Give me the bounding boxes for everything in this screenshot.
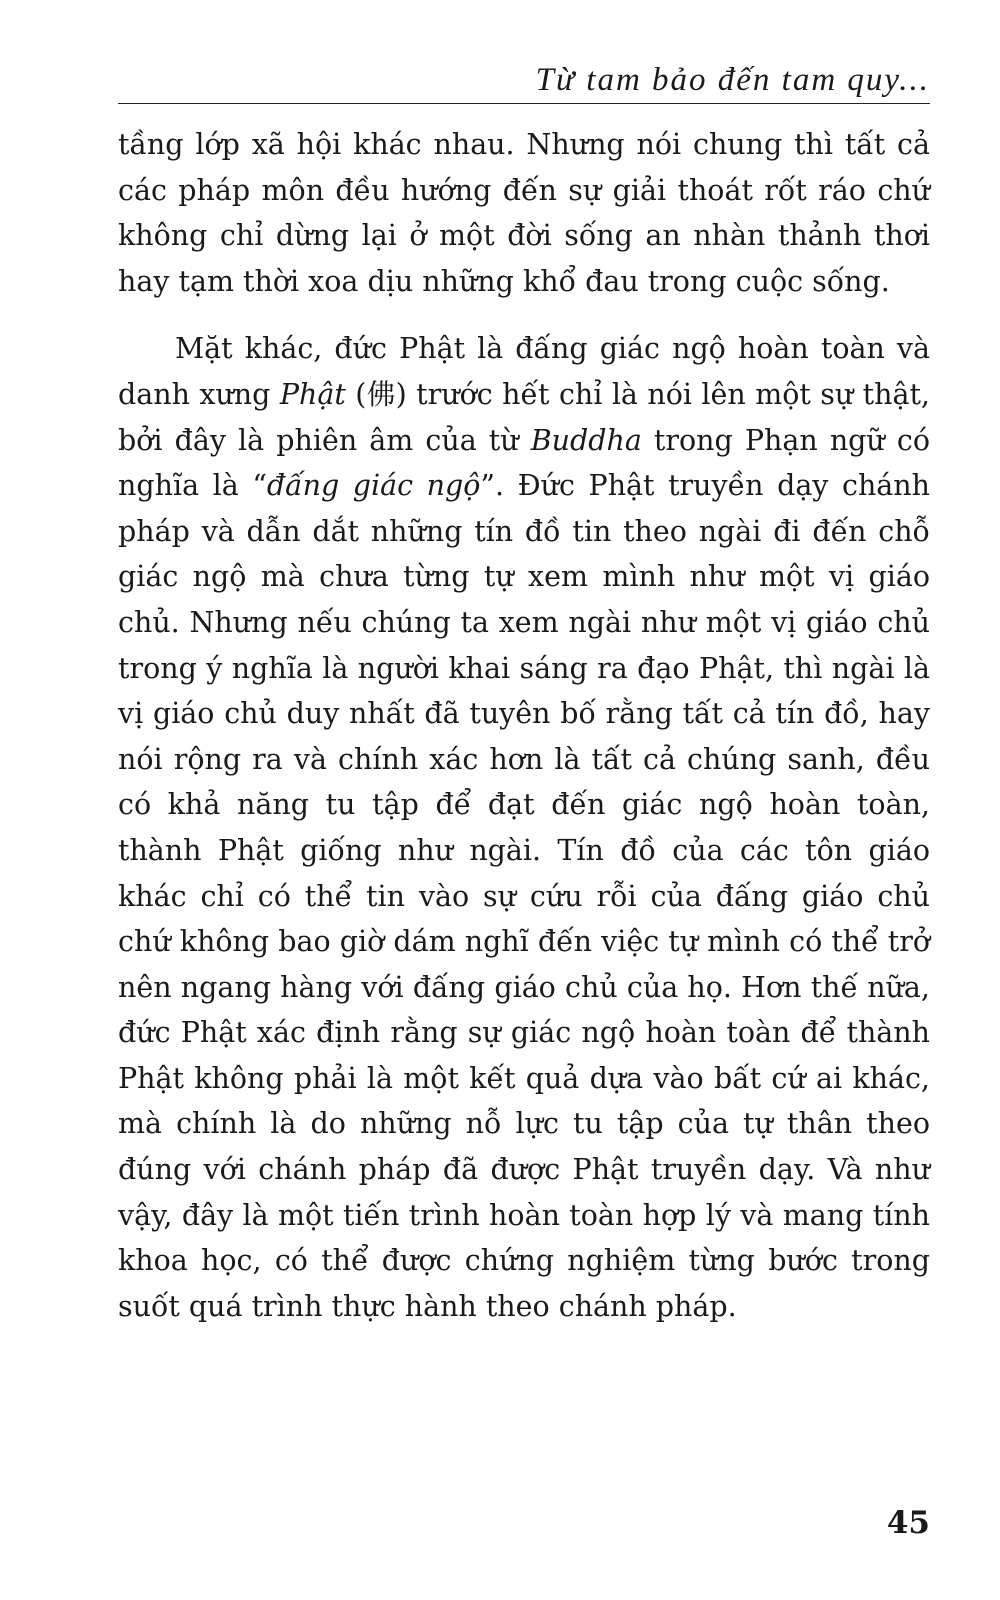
paragraph-2-part-4: ”. Đức Phật truyền dạy chánh pháp và dẫn dắt những tín đồ tin theo ngài đi đến chỗ giác ngộ mà chưa từng tự xem mình như một vị giáo chủ. Nhưng nếu chúng ta xem ngài như một vị giáo chủ trong ý nghĩa là người khai sáng ra đạo Phật, thì ngài là vị giáo chủ duy nhất đã tuyên bố rằng tất cả tín đồ, hay nói rộng ra và chính xác hơn là tất cả chúng sanh, đều có khả năng tu tập để đạt đến giác ngộ hoàn toàn, thành Phật giống như ngài. Tín đồ của các tôn giáo khác chỉ có thể tin vào sự cứu rỗi của đấng giáo chủ chứ không bao giờ dám nghĩ đến việc tự mình có thể trở nên ngang hàng với đấng giáo chủ của họ. Hơn thế nữa, đức Phật xác định rằng sự giác ngộ hoàn toàn để thành Phật không phải là một kết quả dựa vào bất cứ ai khác, mà chính là do những nỗ lực tu tập của tự thân theo đúng với chánh pháp đã được Phật truyền dạy. Và như vậy, đây là một tiến trình hoàn toàn hợp lý và mang tính khoa học, có thể được chứng nghiệm từng bước trong suốt quá trình thực hành theo chánh pháp. [118,469,930,1323]
body-text [118,122,930,1329]
term-phat: Phật [279,377,346,411]
term-buddha: Buddha [530,423,642,457]
term-meaning: đấng giác ngộ [266,469,481,503]
paragraph-1: tầng lớp xã hội khác nhau. Nhưng nói chung thì tất cả các pháp môn đều hướng đến sự giải thoát rốt ráo chứ không chỉ dừng lại ở một đời sống an nhàn thảnh thơi hay tạm thời xoa dịu những khổ đau trong cuộc sống. [118,128,930,298]
page-number: 45 [886,1505,930,1541]
paragraph-2-part-3: trong Phạn ngữ có nghĩa là “ [118,423,930,503]
paragraph-2-part-2: (佛) trước hết chỉ là nói lên một sự thật, bởi đây là phiên âm của từ [118,377,930,457]
header-rule [118,103,930,104]
paragraph-2-part-1: Mặt khác, đức Phật là đấng giác ngộ hoàn toàn và danh xưng [118,332,930,411]
paragraph-2 [118,326,930,1329]
running-header: Từ tam bảo đến tam quy... [535,62,930,98]
